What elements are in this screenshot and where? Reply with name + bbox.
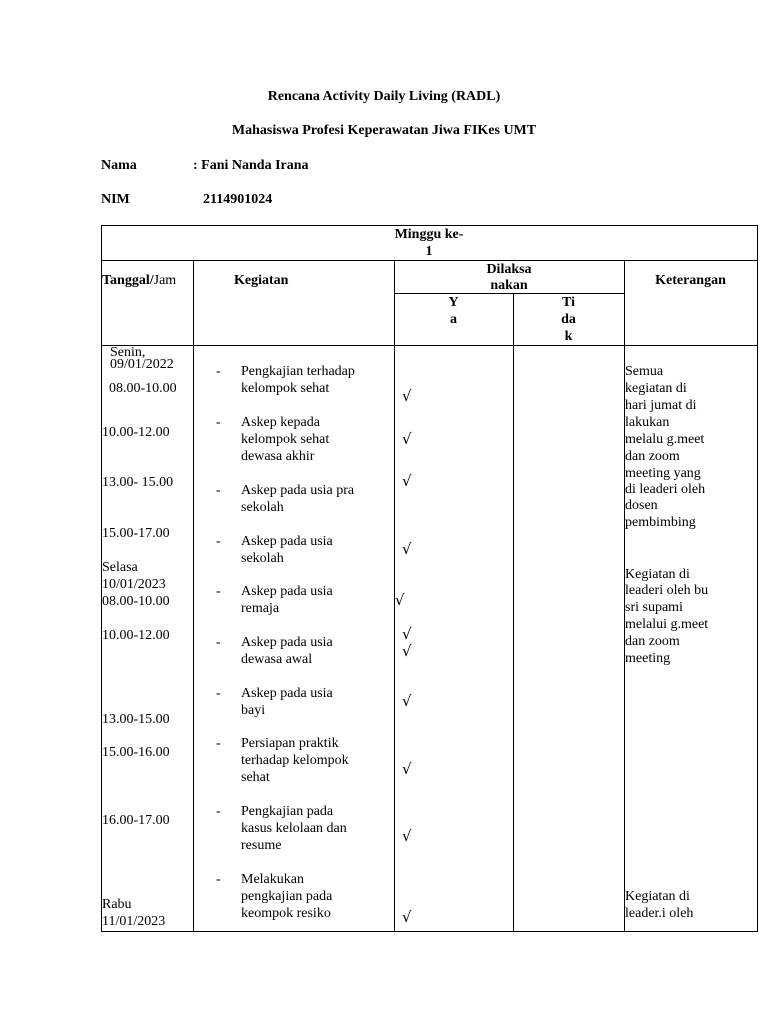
activity-bullet: - [216, 584, 221, 599]
activity-text: resume [241, 838, 282, 853]
col-divider-ya [513, 293, 514, 932]
header-kegiatan: Kegiatan [234, 273, 289, 288]
activity-text: Askep kepada [241, 415, 320, 430]
document-subtitle: Mahasiswa Profesi Keperawatan Jiwa FIKes UMT [231, 123, 537, 138]
activity-text: dewasa akhir [241, 449, 315, 464]
date-text: 11/01/2023 [102, 914, 166, 929]
table-border-bottom [101, 931, 757, 932]
activity-text: Askep pada usia [241, 534, 333, 549]
activity-text: Askep pada usia pra [241, 483, 355, 498]
time-text: 16.00-17.00 [102, 813, 170, 828]
header-ya-line1: Y [448, 295, 459, 310]
activity-text: kelompok sehat [241, 432, 330, 447]
keterangan-text: dan zoom [625, 634, 680, 649]
keterangan-text: sri supami [625, 600, 683, 615]
time-text: 15.00-16.00 [102, 745, 170, 760]
minggu-ke-number: 1 [425, 244, 433, 259]
keterangan-text: Semua [625, 364, 664, 379]
activity-text: sekolah [241, 551, 284, 566]
check-icon: √ [402, 760, 412, 778]
header-tanggal-jam [102, 272, 176, 289]
nim-label: NIM [101, 192, 130, 207]
header-keterangan: Keterangan [655, 273, 726, 288]
time-text: 08.00-10.00 [102, 594, 170, 609]
date-text: Rabu [102, 897, 132, 912]
keterangan-text: meeting yang [625, 466, 701, 481]
activity-text: keompok resiko [241, 906, 331, 921]
keterangan-text: di leaderi oleh [625, 482, 706, 497]
keterangan-text: meeting [625, 651, 671, 666]
keterangan-text: hari jumat di [625, 398, 697, 413]
header-dilaksanakan-line1: Dilaksa [486, 262, 532, 277]
time-text: 13.00- 15.00 [102, 475, 174, 490]
time-text: 10.00-12.00 [102, 425, 170, 440]
time-text: 13.00-15.00 [102, 712, 170, 727]
row-divider-header [101, 345, 757, 346]
header-jam: Jam [153, 273, 177, 288]
header-tidak-line2: da [561, 312, 576, 327]
keterangan-text: lakukan [625, 415, 670, 430]
activity-text: Askep pada usia [241, 686, 333, 701]
activity-text: kasus kelolaan dan [241, 821, 347, 836]
activity-text: pengkajian pada [241, 889, 333, 904]
activity-bullet: - [216, 686, 221, 701]
header-tidak-line1: Ti [562, 295, 575, 310]
activity-text: kelompok sehat [241, 381, 330, 396]
date-text: 10/01/2023 [102, 577, 166, 592]
document-title: Rencana Activity Daily Living (RADL) [267, 89, 501, 104]
activity-bullet: - [216, 804, 221, 819]
activity-text: Askep pada usia [241, 635, 333, 650]
activity-bullet: - [216, 872, 221, 887]
activity-text: terhadap kelompok [241, 753, 349, 768]
activity-bullet: - [216, 736, 221, 751]
activity-text: sekolah [241, 500, 284, 515]
activity-text: Pengkajian terhadap [241, 364, 355, 379]
keterangan-text: dosen [625, 498, 658, 513]
check-icon: √ [402, 692, 412, 710]
keterangan-text: dan zoom [625, 449, 680, 464]
col-divider-tanggal [193, 260, 194, 932]
header-tidak-line3: k [564, 329, 573, 344]
activity-text: Pengkajian pada [241, 804, 334, 819]
activity-text: dewasa awal [241, 652, 313, 667]
activity-bullet: - [216, 364, 221, 379]
table-border-right [757, 225, 758, 932]
activity-bullet: - [216, 635, 221, 650]
activity-text: remaja [241, 601, 280, 616]
activity-text: Melakukan [241, 872, 304, 887]
activity-text: bayi [241, 703, 266, 718]
date-text: Selasa [102, 560, 138, 575]
date-text: 09/01/2022 [110, 357, 174, 372]
activity-bullet: - [216, 534, 221, 549]
check-icon: √ [402, 387, 412, 405]
time-text: 15.00-17.00 [102, 526, 170, 541]
keterangan-text: melalui g.meet [625, 617, 709, 632]
check-icon: √ [395, 591, 405, 609]
check-icon: √ [402, 827, 412, 845]
date-text: Senin, [110, 345, 146, 360]
nim-value: 2114901024 [203, 192, 273, 207]
keterangan-text: leader.i oleh [625, 906, 694, 921]
activity-text: Askep pada usia [241, 584, 333, 599]
header-ya-line2: a [450, 312, 457, 327]
header-tanggal: Tanggal/ [102, 273, 154, 288]
check-icon: √ [402, 908, 412, 926]
header-dilaksanakan-line2: nakan [490, 278, 528, 293]
keterangan-text: melalu g.meet [625, 432, 705, 447]
time-text: 10.00-12.00 [102, 628, 170, 643]
check-icon: √ [402, 472, 412, 490]
nama-label: Nama [101, 158, 137, 173]
activity-text: Persiapan praktik [241, 736, 339, 751]
check-icon: √ [402, 430, 412, 448]
nama-value: : Fani Nanda Irana [193, 158, 309, 173]
keterangan-text: leaderi oleh bu [625, 583, 709, 598]
activity-bullet: - [216, 483, 221, 498]
keterangan-text: pembimbing [625, 515, 696, 530]
check-icon: √ [402, 625, 412, 643]
check-icon: √ [402, 642, 412, 660]
keterangan-text: Kegiatan di [625, 889, 690, 904]
check-icon: √ [402, 540, 412, 558]
minggu-ke-label: Minggu ke- [394, 227, 464, 242]
keterangan-text: kegiatan di [625, 381, 687, 396]
time-text: 08.00-10.00 [109, 381, 177, 396]
keterangan-text: Kegiatan di [625, 567, 690, 582]
activity-text: sehat [241, 770, 270, 785]
activity-bullet: - [216, 415, 221, 430]
